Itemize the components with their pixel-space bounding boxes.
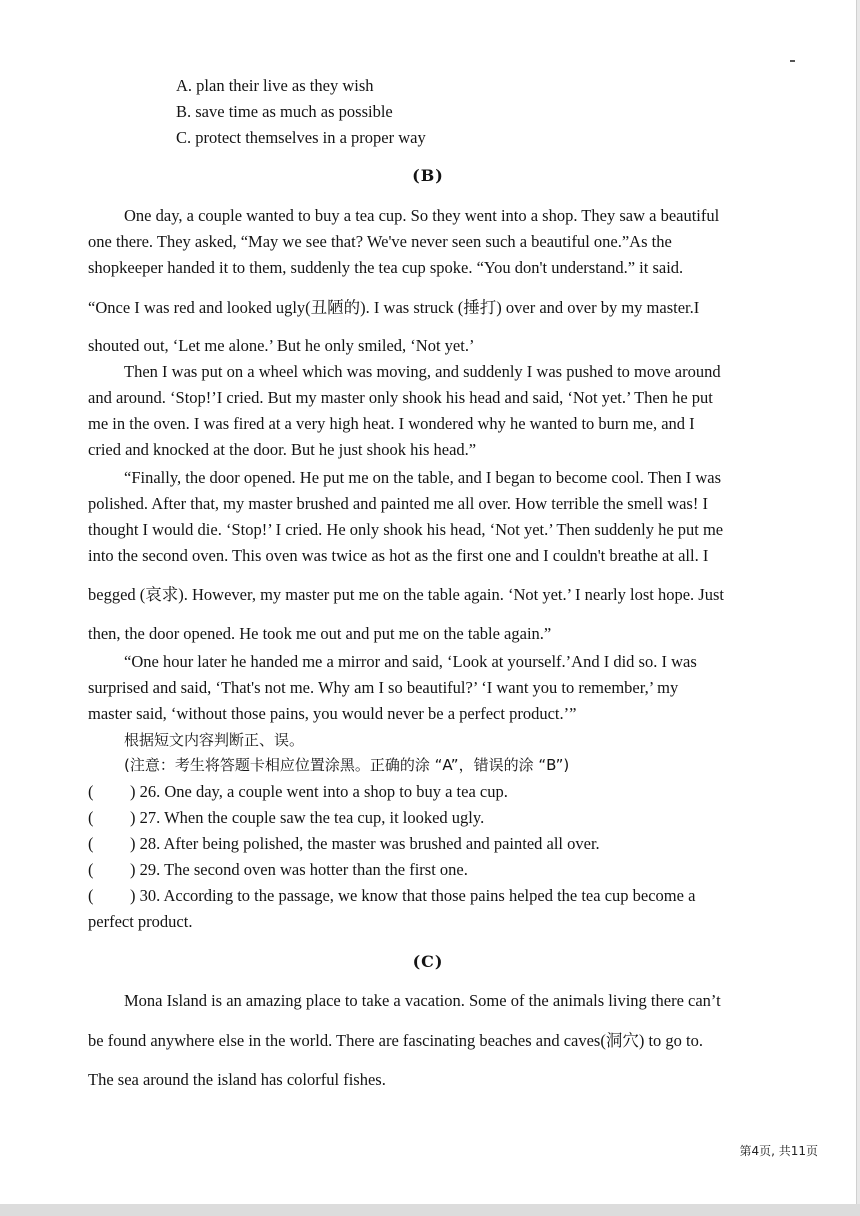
answer-bracket-27[interactable]: ( [88, 808, 94, 827]
passage-b-line: shouted out, ‘Let me alone.’ But he only smiled, ‘Not yet.’ [88, 336, 475, 355]
passage-b-line: one there. They asked, “May we see that? We've never seen such a beautiful one.”As the [88, 232, 672, 251]
option-c: C. protect themselves in a proper way [176, 128, 426, 147]
answer-bracket-28[interactable]: ( [88, 834, 94, 853]
passage-b-line: begged (哀求). However, my master put me on the table again. ‘Not yet.’ I nearly lost hope. Just [88, 585, 724, 604]
passage-b-line: me in the oven. I was fired at a very high heat. I wondered why he wanted to burn me, and I [88, 414, 695, 433]
passage-b-line: master said, ‘without those pains, you would never be a perfect product.’” [88, 704, 577, 723]
instruction-answer-sheet: (注意：考生将答题卡相应位置涂黑。正确的涂 “A”，错误的涂 “B”) [124, 756, 570, 774]
answer-bracket-29[interactable]: ( [88, 860, 94, 879]
passage-b-line: thought I would die. ‘Stop!’ I cried. He only shook his head, ‘Not yet.’ Then suddenly he put me [88, 520, 724, 539]
page-number: 第4页, 共11页 [739, 1144, 818, 1158]
passage-b-line: “One hour later he handed me a mirror and said, ‘Look at yourself.’And I did so. I was [124, 652, 697, 671]
passage-b-line: cried and knocked at the door. But he just shook his head.” [88, 440, 477, 459]
passage-c-line: The sea around the island has colorful fishes. [88, 1070, 386, 1089]
passage-b-line: into the second oven. This oven was twice as hot as the first one and I couldn't breathe at all. I [88, 546, 709, 565]
option-b: B. save time as much as possible [176, 102, 393, 121]
passage-b-line: then, the door opened. He took me out and put me on the table again.” [88, 624, 552, 643]
passage-b-line: One day, a couple wanted to buy a tea cup. So they went into a shop. They saw a beautiful [124, 206, 720, 225]
passage-b-line: “Finally, the door opened. He put me on the table, and I began to become cool. Then I was [124, 468, 722, 487]
passage-c-line: Mona Island is an amazing place to take a vacation. Some of the animals living there can’t [124, 991, 721, 1010]
question-30: ) 30. According to the passage, we know that those pains helped the tea cup become a [130, 886, 696, 905]
passage-b-line: surprised and said, ‘That's not me. Why am I so beautiful?’ ‘I want you to remember,’ my [88, 678, 679, 697]
page-edge [0, 1204, 860, 1216]
question-26: ) 26. One day, a couple went into a shop to buy a tea cup. [130, 782, 508, 801]
scan-speck [790, 60, 795, 62]
question-28: ) 28. After being polished, the master was brushed and painted all over. [130, 834, 600, 853]
section-c-heading: (C) [412, 952, 444, 971]
passage-b-line: and around. ‘Stop!’I cried. But my master only shook his head and said, ‘Not yet.’ Then he put [88, 388, 713, 407]
question-29: ) 29. The second oven was hotter than the first one. [130, 860, 468, 879]
answer-bracket-30[interactable]: ( [88, 886, 94, 905]
section-b-heading: (B) [412, 166, 444, 185]
passage-b-line: polished. After that, my master brushed and painted me all over. How terrible the smell was! I [88, 494, 708, 513]
passage-c-line: be found anywhere else in the world. There are fascinating beaches and caves(洞穴) to go to. [88, 1031, 704, 1050]
passage-b-line: shopkeeper handed it to them, suddenly the tea cup spoke. “You don't understand.” it said. [88, 258, 684, 277]
passage-b-line: Then I was put on a wheel which was moving, and suddenly I was pushed to move around [124, 362, 721, 381]
question-27: ) 27. When the couple saw the tea cup, it looked ugly. [130, 808, 485, 827]
question-30-continued: perfect product. [88, 912, 193, 931]
instruction-judge: 根据短文内容判断正、误。 [124, 731, 305, 749]
passage-b-line: “Once I was red and looked ugly(丑陋的). I was struck (捶打) over and over by my master.I [88, 298, 700, 317]
answer-bracket-26[interactable]: ( [88, 782, 94, 801]
option-a: A. plan their live as they wish [176, 76, 374, 95]
